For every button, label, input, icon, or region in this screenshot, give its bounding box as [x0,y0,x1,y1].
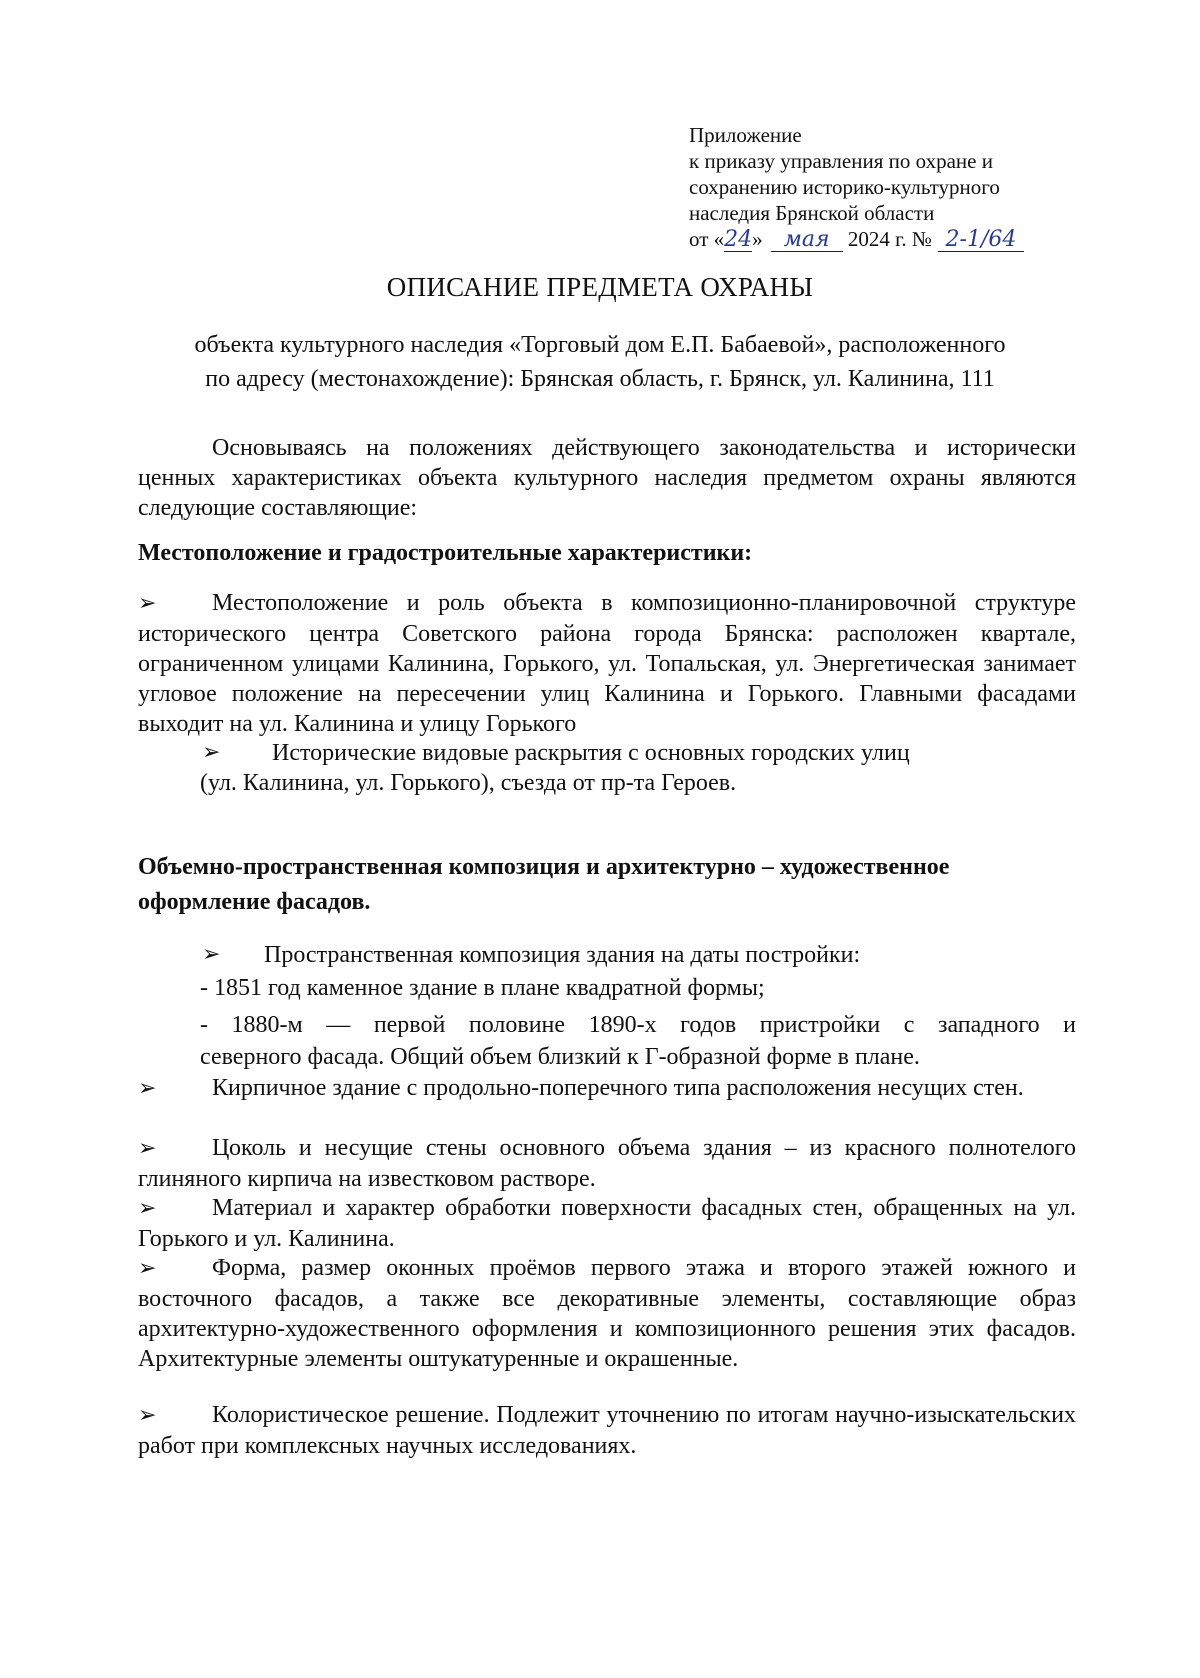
appendix-line: наследия Брянской области [689,201,935,225]
list-item-text: (ул. Калинина, ул. Горького), съезда от пр-та Героев. [200,770,737,796]
date-prefix: от « [689,227,725,251]
page-subtitle [120,328,1080,396]
intro-paragraph: Основываясь на положениях действующего законодательства и исторически ценных характеристиках объекта культурного наследия предметом охраны являются следующие составляющие: [138,435,1076,521]
list-item-text: Колористическое решение. Подлежит уточнению по итогам научно-изыскательских работ при комплексных научных исследованиях. [138,1402,1076,1459]
list-item [138,940,1076,1072]
list-item-text: Форма, размер оконных проёмов первого этажа и второго этажей южного и восточного фасадов, а также все декоративные элементы, составляющие образ архитектурно-художественного оформления и композиционного решения этих фасадов. Архитектурные элементы оштукатуренные и окрашенные. [138,1255,1076,1372]
bullet-arrow-icon: ➢ [138,1136,157,1161]
bullet-arrow-icon: ➢ [138,1256,157,1281]
bullet-arrow-icon: ➢ [202,740,221,765]
handwritten-order-number: 2-1/64 [938,229,1024,252]
page-title: ОПИСАНИЕ ПРЕДМЕТА ОХРАНЫ [386,272,814,302]
section-heading: Объемно-пространственная композиция и архитектурно – художественное оформление фасадов. [138,854,950,915]
appendix-line: Приложение [689,123,802,147]
date-mid: » [752,227,763,251]
subtitle-line: объекта культурного наследия «Торговый дом Е.П. Бабаевой», расположенного [194,332,1006,358]
list-subitem: - 1851 год каменное здание в плане квадратной формы; [200,975,765,1001]
handwritten-month: мая [771,229,843,252]
list-item [138,1133,1076,1194]
list-item [138,1400,1076,1461]
list-subitem-text: северного фасада. Общий объем близкий к Г-образной форме в плане. [200,1044,920,1070]
subtitle-line: по адресу (местонахождение): Брянская область, г. Брянск, ул. Калинина, 111 [205,366,995,392]
list-item [138,1253,1076,1374]
list-item-text: Пространственная композиция здания на даты постройки: [264,942,861,968]
appendix-line: к приказу управления по охране и [689,149,993,173]
list-item [138,1193,1076,1254]
handwritten-day: 24 [724,227,753,252]
bullet-arrow-icon: ➢ [138,1403,157,1428]
bullet-arrow-icon: ➢ [138,1196,157,1221]
list-item [138,1073,1076,1104]
list-item-text: Исторические видовые раскрытия с основных городских улиц [272,740,910,766]
section-heading: Местоположение и градостроительные характеристики: [138,540,753,566]
list-item [138,738,1076,798]
bullet-arrow-icon: ➢ [138,1076,157,1101]
bullet-arrow-icon: ➢ [138,591,157,616]
bullet-arrow-icon: ➢ [202,942,221,967]
list-item-text: Кирпичное здание с продольно-поперечного типа расположения несущих стен. [212,1075,1024,1101]
appendix-date-line [689,226,1109,252]
list-item-text: Материал и характер обработки поверхности фасадных стен, обращенных на ул. Горького и ул. Калинина. [138,1195,1076,1252]
list-subitem [138,1010,1076,1072]
list-item [138,588,1076,739]
appendix-block [689,122,1109,252]
date-year: 2024 г. № [847,227,932,251]
list-item-text: Цоколь и несущие стены основного объема здания – из красного полнотелого глиняного кирпича на известковом растворе. [138,1135,1076,1192]
list-item-text: Местоположение и роль объекта в композиционно-планировочной структуре исторического центра Советского района города Брянска: расположен квартале, ограниченном улицами Калинина, Горького, ул. Топальская, ул. Энергетическая занимает угловое положение на пересечении улиц Калинина и Горького. Главными фасадами выходит на ул. Калинина и улицу Горького [138,590,1076,737]
list-subitem-text: - 1880-м — первой половине 1890-х годов пристройки с западного и [200,1012,1076,1038]
appendix-line: сохранению историко-культурного [689,175,1000,199]
